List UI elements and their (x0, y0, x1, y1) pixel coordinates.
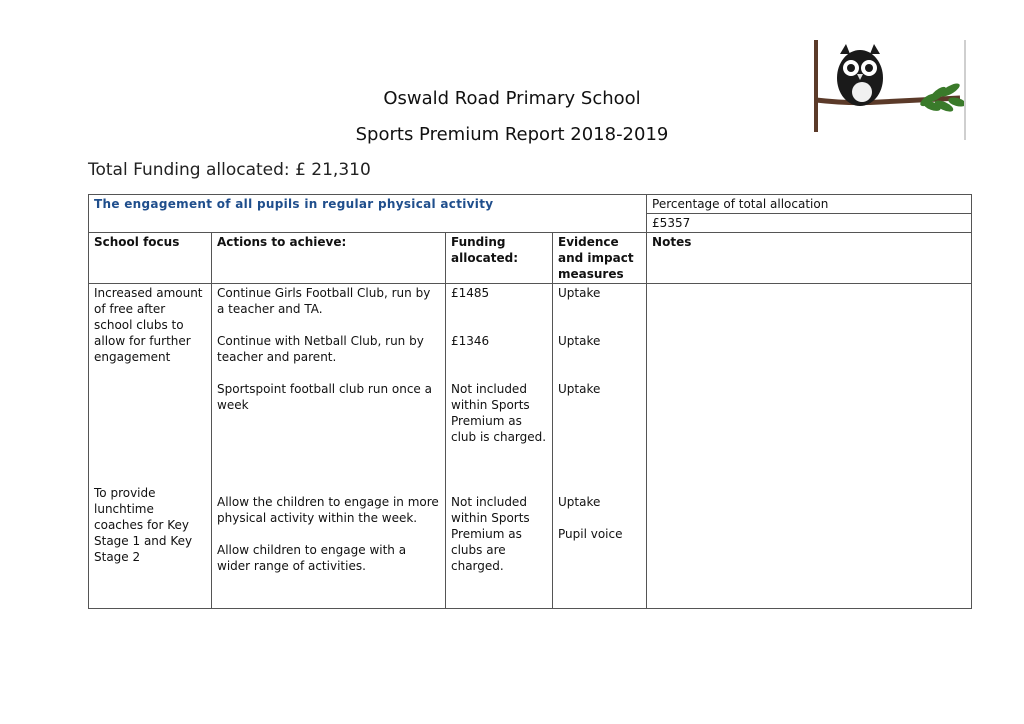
action-item: Continue Girls Football Club, run by a teacher and TA. (217, 286, 431, 316)
school-title: Oswald Road Primary School (383, 88, 641, 109)
evidence-item: Uptake (558, 334, 601, 348)
action-item: Allow children to engage with a wider range of activities. (217, 543, 407, 573)
evidence-item: Uptake (558, 286, 601, 300)
header-notes: Notes (647, 233, 972, 284)
actions-cell (212, 284, 446, 609)
focus-text-1: Increased amount of free after school clubs to allow for further engagement (94, 286, 203, 364)
sports-premium-table (88, 194, 972, 609)
funding-item: Not included within Sports Premium as club is charged. (451, 382, 547, 444)
header-row (89, 233, 972, 284)
funding-item: Not included within Sports Premium as clubs are charged. (451, 495, 530, 573)
focus-cell (89, 284, 212, 609)
evidence-item: Uptake (558, 495, 601, 509)
evidence-item: Uptake (558, 382, 601, 396)
funding-item: £1346 (451, 334, 490, 348)
header-school-focus: School focus (89, 233, 212, 284)
evidence-cell (553, 284, 647, 609)
header-funding: Funding allocated: (446, 233, 553, 284)
action-item: Allow the children to engage in more physical activity within the week. (217, 495, 439, 525)
owl-logo (810, 40, 970, 140)
report-title: Sports Premium Report 2018-2019 (355, 124, 669, 145)
evidence-item: Pupil voice (558, 527, 623, 541)
notes-cell (647, 284, 972, 609)
focus-text-2: To provide lunchtime coaches for Key Stage 1 and Key Stage 2 (94, 486, 193, 564)
section-row (89, 195, 972, 214)
table-row (89, 284, 972, 609)
funding-item: £1485 (451, 286, 490, 300)
percentage-label: Percentage of total allocation (647, 195, 972, 214)
action-item: Sportspoint football club run once a week (217, 382, 432, 412)
funding-cell (446, 284, 553, 609)
header-actions: Actions to achieve: (212, 233, 446, 284)
total-funding: Total Funding allocated: £ 21,310 (88, 160, 371, 180)
header-evidence: Evidence and impact measures (553, 233, 647, 284)
percentage-value: £5357 (647, 214, 972, 233)
action-item: Continue with Netball Club, run by teacher and parent. (217, 334, 424, 364)
section-title: The engagement of all pupils in regular physical activity (89, 195, 647, 233)
